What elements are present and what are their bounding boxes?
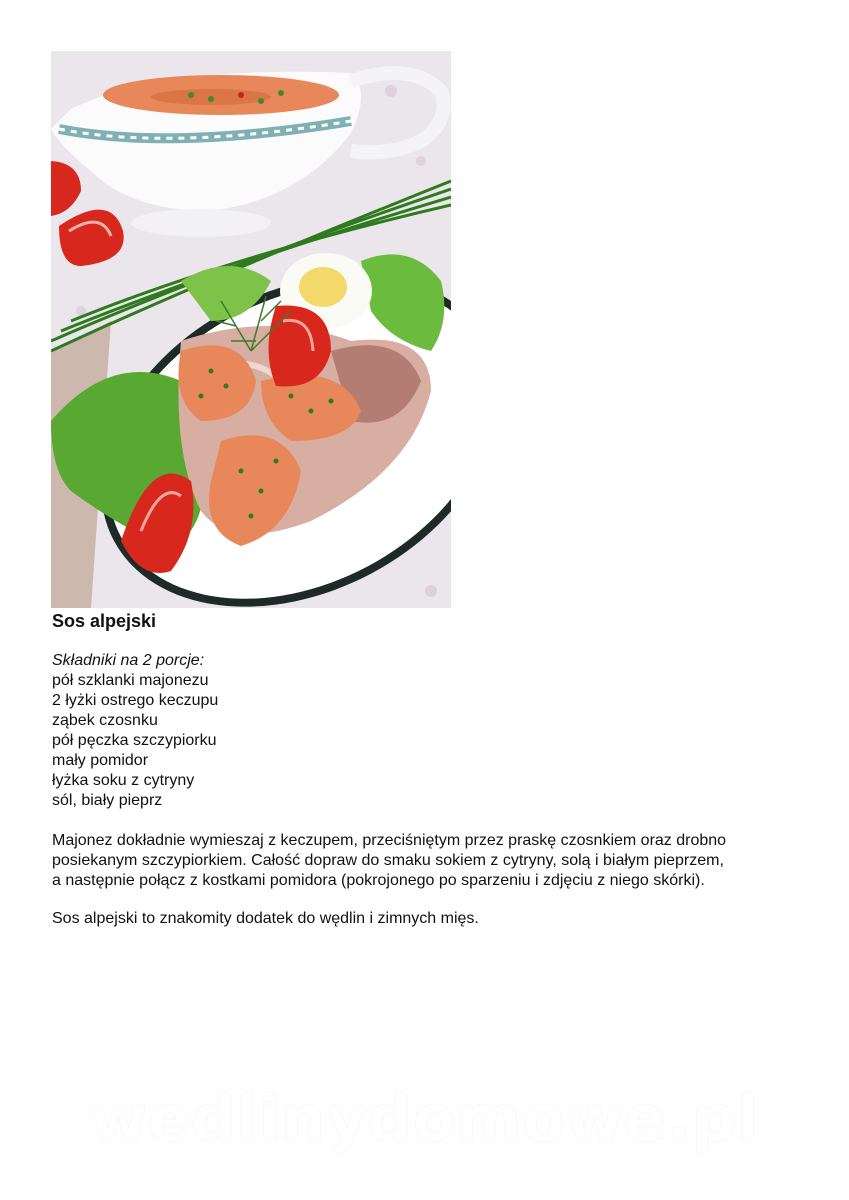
ingredient-item: pół szklanki majonezu — [52, 672, 209, 689]
ingredient-item: 2 łyżki ostrego keczupu — [52, 692, 219, 709]
ingredients-list — [52, 671, 218, 811]
instructions-line: posiekanym szczypiorkiem. Całość dopraw do smaku sokiem z cytryny, solą i białym pieprzem, — [52, 852, 724, 869]
recipe-title: Sos alpejski — [52, 611, 157, 631]
ingredient-item: łyżka soku z cytryny — [52, 772, 195, 789]
instructions-line: Majonez dokładnie wymieszaj z keczupem, przeciśniętym przez praskę czosnkiem oraz drobno — [52, 832, 727, 849]
ingredients-section — [52, 651, 218, 811]
recipe-photo — [51, 51, 451, 608]
ingredients-heading: Składniki na 2 porcje: — [52, 652, 205, 669]
ingredient-item: mały pomidor — [52, 752, 149, 769]
serving-note: Sos alpejski to znakomity dodatek do wędlin i zimnych mięs. — [52, 910, 479, 927]
ingredient-item: ząbek czosnku — [52, 712, 158, 729]
instructions-paragraph — [52, 831, 792, 891]
watermark: wedlinydomowe.pl — [89, 1082, 760, 1155]
ingredient-item: sól, biały pieprz — [52, 792, 163, 809]
ingredient-item: pół pęczka szczypiorku — [52, 732, 217, 749]
instructions-line: a następnie połącz z kostkami pomidora (pokrojonego po sparzeniu i zdjęciu z niego skórki). — [52, 872, 705, 889]
